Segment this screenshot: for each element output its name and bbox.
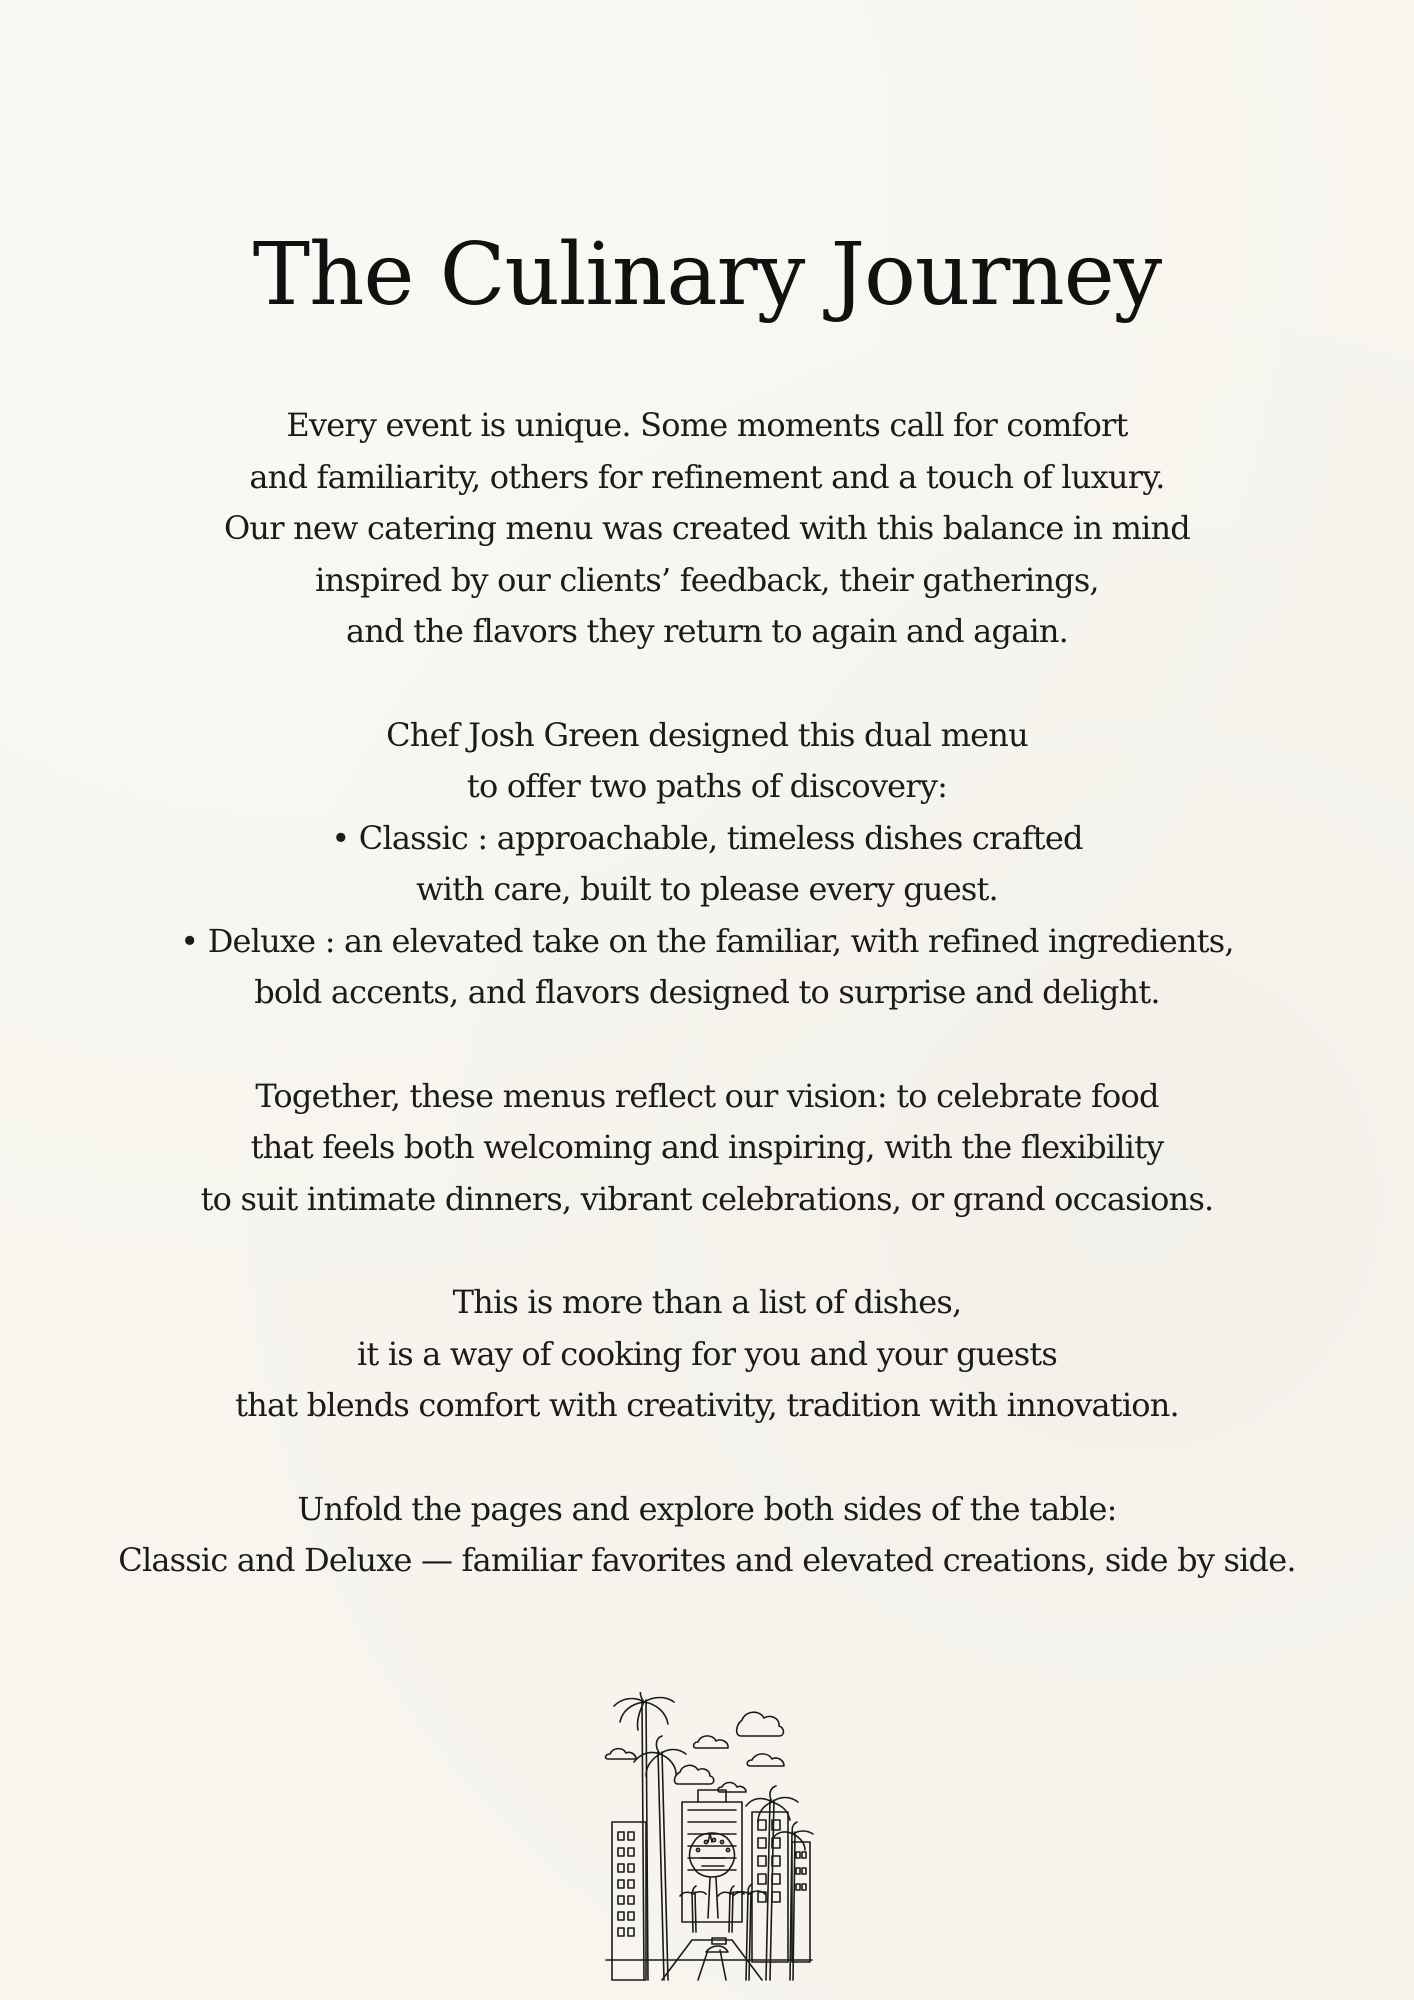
text-line: that blends comfort with creativity, tradition with innovation.	[235, 1386, 1179, 1424]
paragraph-vision	[0, 1071, 1414, 1226]
las-vegas-skyline-illustration-icon	[602, 1692, 817, 1982]
text-line: This is more than a list of dishes,	[452, 1283, 962, 1321]
text-line: and the flavors they return to again and again.	[345, 612, 1069, 650]
page-title: The Culinary Journey	[252, 224, 1162, 325]
text-line: with care, built to please every guest.	[416, 870, 998, 908]
text-line: bold accents, and flavors designed to surprise and delight.	[254, 973, 1160, 1011]
paragraph-chef	[0, 710, 1414, 1019]
paragraph-unfold	[0, 1484, 1414, 1587]
text-line: Unfold the pages and explore both sides of the table:	[297, 1489, 1117, 1528]
paragraph-more	[0, 1277, 1414, 1432]
text-line: that feels both welcoming and inspiring, with the flexibility	[250, 1128, 1164, 1166]
text-line: Chef Josh Green designed this dual menu	[386, 715, 1028, 754]
text-line: Together, these menus reflect our vision: to celebrate food	[255, 1076, 1159, 1115]
text-line: to offer two paths of discovery:	[466, 767, 948, 805]
text-line: Classic and Deluxe — familiar favorites and elevated creations, side by side.	[118, 1541, 1296, 1579]
text-line: it is a way of cooking for you and your guests	[356, 1334, 1058, 1373]
bullet-classic: • Classic : approachable, timeless dishes crafted	[331, 818, 1083, 857]
intro-text	[0, 400, 1414, 1587]
text-line: and familiarity, others for refinement and a touch of luxury.	[249, 457, 1165, 496]
text-line: Every event is unique. Some moments call for comfort	[286, 406, 1128, 444]
text-line: to suit intimate dinners, vibrant celebrations, or grand occasions.	[200, 1179, 1214, 1218]
paragraph-intro	[0, 400, 1414, 658]
bullet-deluxe: • Deluxe : an elevated take on the familiar, with refined ingredients,	[180, 921, 1234, 960]
text-line: inspired by our clients’ feedback, their gatherings,	[315, 560, 1099, 599]
text-line: Our new catering menu was created with this balance in mind	[223, 509, 1190, 547]
